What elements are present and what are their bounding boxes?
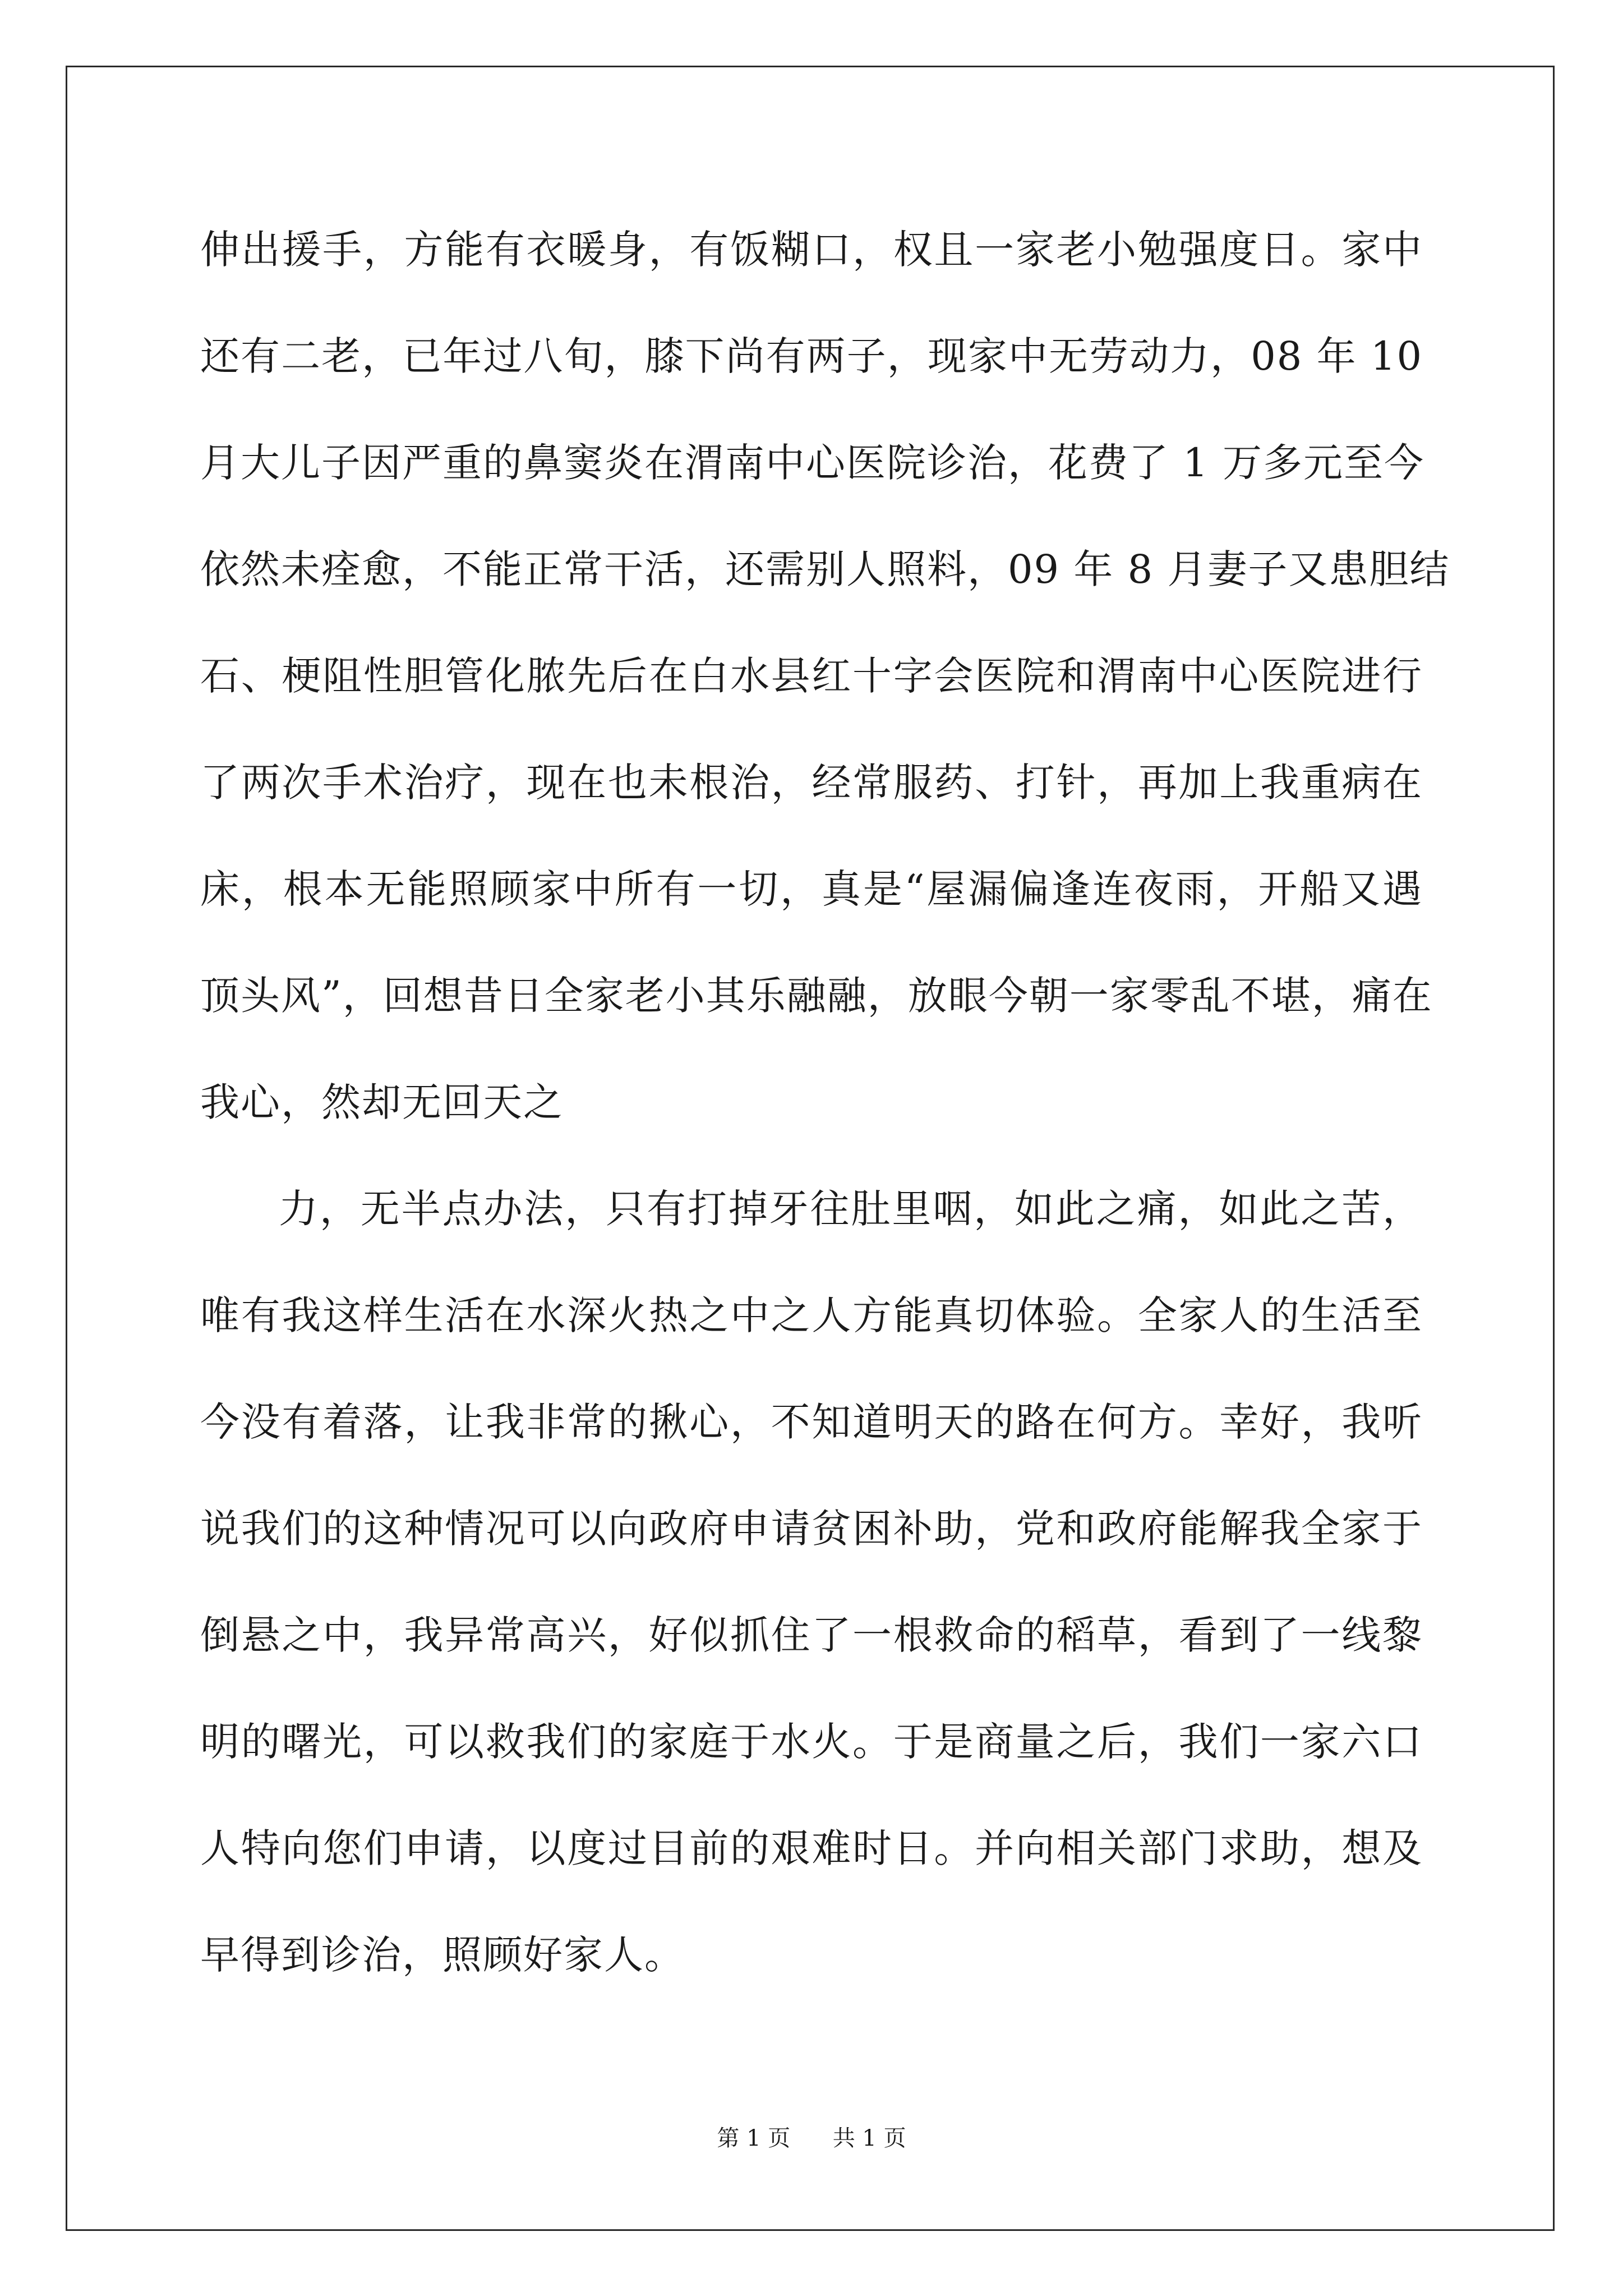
text-line: 我心，然却无回天之 — [200, 1079, 564, 1125]
text-line: 力，无半点办法，只有打掉牙往肚里咽，如此之痛，如此之苦， — [279, 1186, 1423, 1232]
text-line: 月大儿子因严重的鼻窦炎在渭南中心医院诊治，花费了 1 万多元至今 — [200, 440, 1425, 486]
paragraph — [200, 1172, 1423, 2025]
text-line: 今没有着落，让我非常的揪心，不知道明天的路在何方。幸好，我听 — [200, 1399, 1423, 1445]
document-body — [200, 213, 1450, 2025]
text-line: 明的曙光，可以救我们的家庭于水火。于是商量之后，我们一家六口 — [200, 1719, 1423, 1765]
text-line: 人特向您们申请，以度过目前的艰难时日。并向相关部门求助，想及 — [200, 1825, 1423, 1871]
text-line: 早得到诊治，照顾好家人。 — [200, 1932, 685, 1978]
paragraph — [200, 213, 1450, 1172]
text-line: 了两次手术治疗，现在也未根治，经常服药、打针，再加上我重病在 — [200, 760, 1423, 806]
text-line: 伸出援手，方能有衣暖身，有饭糊口，权且一家老小勉强度日。家中 — [200, 227, 1423, 273]
text-line: 依然未痊愈，不能正常干活，还需别人照料，09 年 8 月妻子又患胆结 — [200, 546, 1450, 592]
text-line: 说我们的这种情况可以向政府申请贫困补助，党和政府能解我全家于 — [200, 1506, 1423, 1552]
text-line: 顶头风”，回想昔日全家老小其乐融融，放眼今朝一家零乱不堪，痛在 — [200, 973, 1433, 1019]
page-total: 共 1 页 — [832, 2125, 906, 2151]
page-number: 第 1 页 — [717, 2125, 791, 2151]
text-line: 石、梗阻性胆管化脓先后在白水县红十字会医院和渭南中心医院进行 — [200, 653, 1423, 699]
page-footer — [0, 2120, 1623, 2152]
text-line: 倒悬之中，我异常高兴，好似抓住了一根救命的稻草，看到了一线黎 — [200, 1612, 1423, 1658]
text-line: 床，根本无能照顾家中所有一切，真是“屋漏偏逢连夜雨，开船又遇 — [200, 866, 1423, 912]
text-line: 唯有我这样生活在水深火热之中之人方能真切体验。全家人的生活至 — [200, 1292, 1423, 1338]
text-line: 还有二老，已年过八旬，膝下尚有两子，现家中无劳动力，08 年 10 — [200, 333, 1423, 379]
